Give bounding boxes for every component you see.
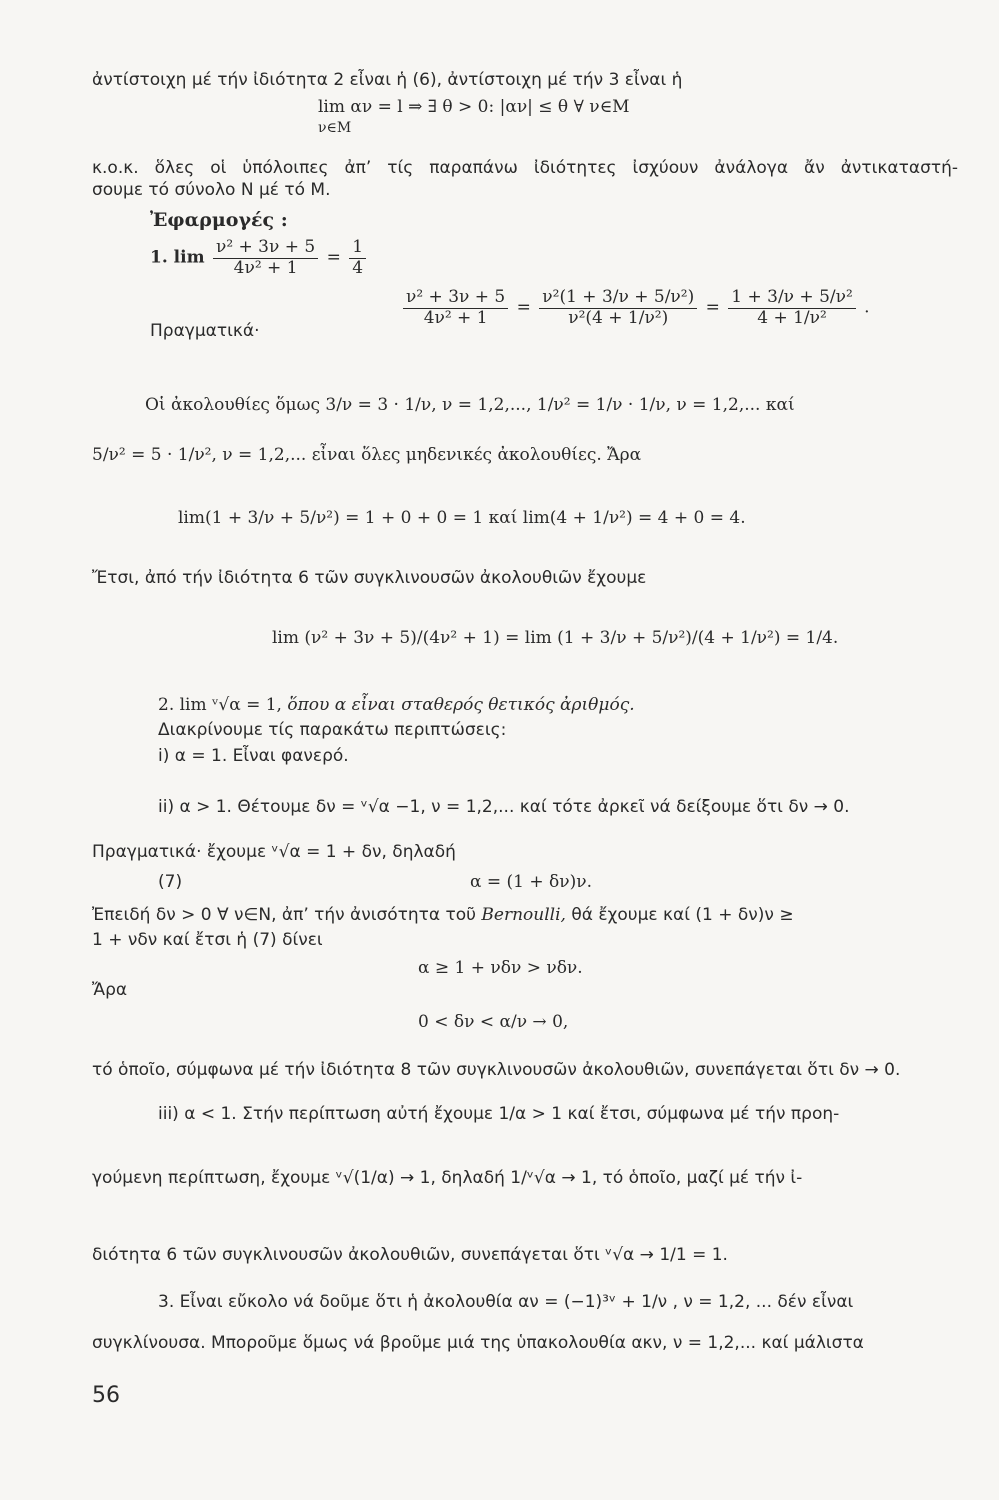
limits-line: lim(1 + 3/ν + 5/ν²) = 1 + 0 + 0 = 1 καί lim(4 + 1/ν²) = 4 + 0 = 4. — [178, 508, 746, 528]
intro-line-1: ἀντίστοιχη μέ τήν ἰδιότητα 2 εἶναι ἡ (6), ἀντίστοιχη μέ τήν 3 εἶναι ἡ — [92, 70, 683, 90]
item2-distinguish: Διακρίνουμε τίς παρακάτω περιπτώσεις: — [158, 720, 507, 740]
eq7: α = (1 + δν)ν. — [470, 872, 592, 892]
final-equation: lim (ν² + 3ν + 5)/(4ν² + 1) = lim (1 + 3/ν + 5/ν²)/(4 + 1/ν²) = 1/4. — [272, 628, 839, 648]
intro-formula-sub: ν∈M — [318, 120, 352, 136]
page-number: 56 — [92, 1383, 120, 1408]
sequences-line-2: 5/ν² = 5 · 1/ν², ν = 1,2,... εἶναι ὅλες μηδενικές ἀκολουθίες. Ἄρα — [92, 445, 642, 465]
pragmatika-line: Πραγματικά· ἔχουμε ᵛ√α = 1 + δν, δηλαδή — [92, 842, 456, 862]
case-iii-3: διότητα 6 τῶν συγκλινουσῶν ἀκολουθιῶν, συνεπάγεται ὅτι ᵛ√α → 1/1 = 1. — [92, 1245, 728, 1265]
inequality-2: 0 < δν < α/ν → 0, — [418, 1012, 569, 1032]
conclusion-ii: τό ὁποῖο, σύμφωνα μέ τήν ἰδιότητα 8 τῶν συγκλινουσῶν ἀκολουθιῶν, συνεπάγεται ὅτι δν → 0. — [92, 1060, 901, 1080]
case-ii: ii) α > 1. Θέτουμε δν = ᵛ√α −1, ν = 1,2,... καί τότε ἀρκεῖ νά δείξουμε ὅτι δν → 0. — [158, 797, 850, 817]
applications-heading: Ἐφαρμογές : — [150, 209, 288, 231]
sequences-line: Οἱ ἀκολουθίες ὅμως 3/ν = 3 · 1/ν, ν = 1,2,..., 1/ν² = 1/ν · 1/ν, ν = 1,2,... καί — [145, 395, 795, 415]
intro-line-4: σουμε τό σύνολο N μέ τό M. — [92, 180, 331, 200]
ara-label: Ἄρα — [92, 980, 128, 1000]
case-iii: iii) α < 1. Στήν περίπτωση αὐτή ἔχουμε 1/α > 1 καί ἔτσι, σύμφωνα μέ τήν προη- — [158, 1104, 840, 1124]
item3-line-2: συγκλίνουσα. Μποροῦμε ὅμως νά βροῦμε μιά της ὑπακολουθία ακν, ν = 1,2,... καί μάλιστα — [92, 1333, 864, 1353]
item2-title: 2. lim ᵛ√α = 1, ὅπου α εἶναι σταθερός θετικός ἀριθμός. — [158, 695, 635, 715]
bernoulli-line: Ἐπειδή δν > 0 ∀ ν∈N, ἀπ’ τήν ἀνισότητα τοῦ Bernoulli, θά ἔχουμε καί (1 + δν)ν ≥ — [92, 905, 794, 925]
etsi-line: Ἔτσι, ἀπό τήν ἰδιότητα 6 τῶν συγκλινουσῶν ἀκολουθιῶν ἔχουμε — [92, 568, 647, 588]
inequality-1: α ≥ 1 + νδν > νδν. — [418, 958, 583, 978]
case-iii-2: γούμενη περίπτωση, ἔχουμε ᵛ√(1/α) → 1, δηλαδή 1/ᵛ√α → 1, τό ὁποῖο, μαζί μέ τήν ἰ- — [92, 1168, 803, 1188]
item1-equation: $\frac{\text{ν² + 3ν + 5}}{\text{4ν² + 1}}$ = $\frac{\text{ν²(1 + 3/ν + 5/ν²)}}{\text{ν²(4 + 1/ν²)}}$ = $\frac{\text{1 + 3/ν + 5/ν²}}{\text{4 + 1/ν²}}$ . — [400, 288, 870, 328]
bernoulli-line-2: 1 + νδν καί ἔτσι ἡ (7) δίνει — [92, 930, 323, 950]
intro-formula: lim αν = l ⇒ ∃ θ > 0: |αν| ≤ θ ∀ ν∈M — [318, 97, 630, 117]
item3-line-1: 3. Εἶναι εὔκολο νά δοῦμε ὅτι ἡ ἀκολουθία αν = (−1)³ᵛ + 1/ν , ν = 1,2, ... δέν εἶναι — [158, 1292, 854, 1312]
case-i: i) α = 1. Εἶναι φανερό. — [158, 746, 349, 766]
pragmatika-label: Πραγματικά· — [150, 321, 260, 341]
intro-line-3: κ.ο.κ. ὅλες οἱ ὑπόλοιπες ἀπ’ τίς παραπάνω ἰδιότητες ἰσχύουν ἀνάλογα ἄν ἀντικαταστή- — [92, 158, 958, 178]
item1-limit: 1. lim $\frac{\text{ν² + 3ν + 5}}{\text{4ν² + 1}}$ = $\frac{1}{4}$ — [150, 238, 369, 278]
eq7-label: (7) — [158, 872, 183, 892]
